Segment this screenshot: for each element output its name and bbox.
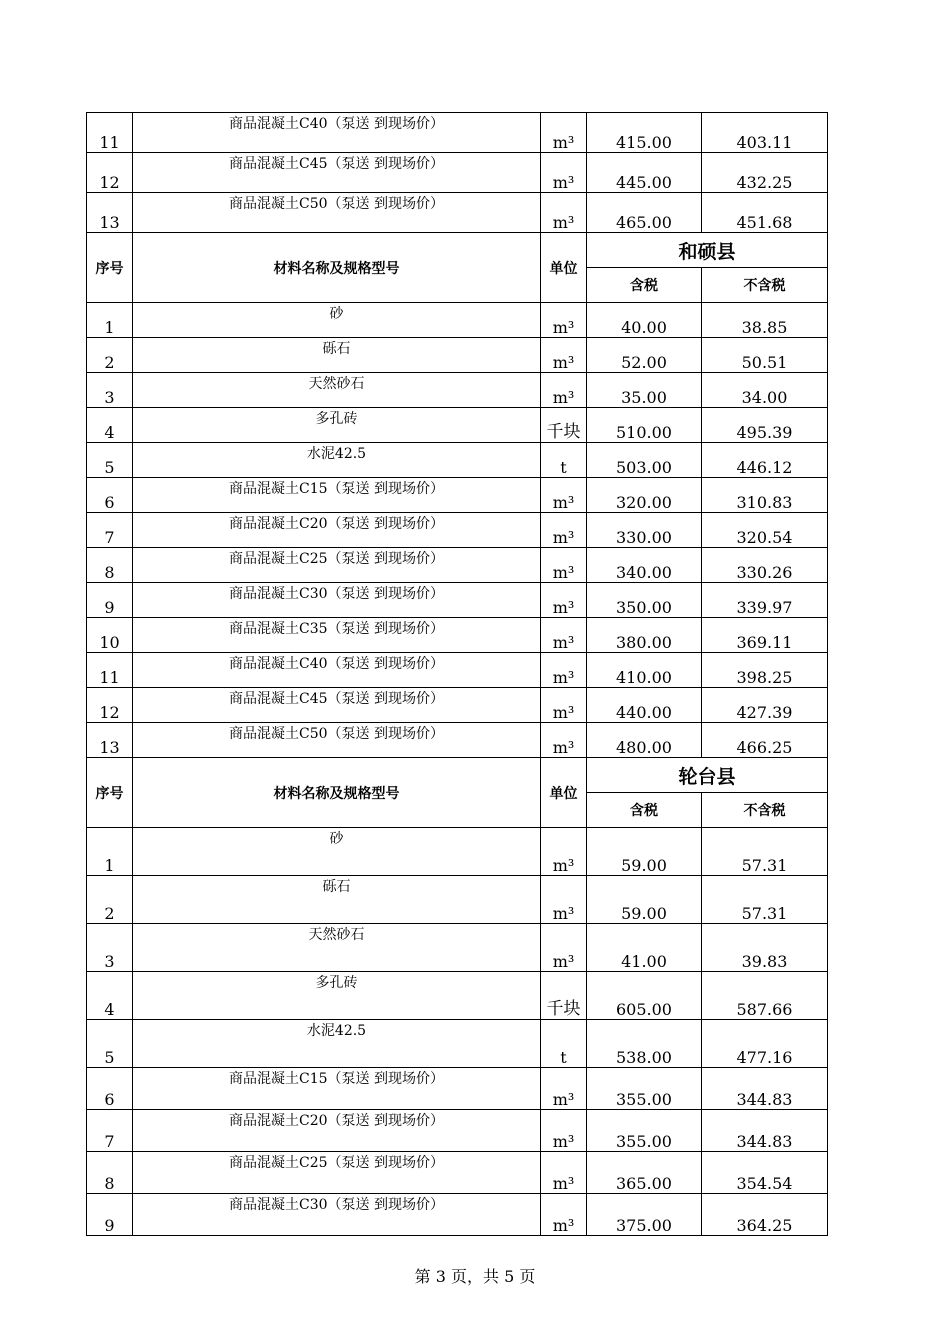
material-name: 砂 [133, 303, 541, 338]
price-tax-excluded: 39.83 [702, 924, 828, 972]
price-tax-included: 445.00 [587, 153, 702, 193]
row-index: 11 [87, 113, 133, 153]
price-tax-excluded: 495.39 [702, 408, 828, 443]
row-index: 3 [87, 924, 133, 972]
material-name: 多孔砖 [133, 972, 541, 1020]
unit-cell: m³ [541, 723, 587, 758]
price-tax-excluded: 34.00 [702, 373, 828, 408]
unit-cell: m³ [541, 1068, 587, 1110]
row-index: 4 [87, 408, 133, 443]
row-index: 8 [87, 548, 133, 583]
material-name: 砂 [133, 828, 541, 876]
table-row [87, 373, 828, 408]
price-tax-excluded: 38.85 [702, 303, 828, 338]
header-tax-excluded: 不含税 [702, 268, 828, 303]
row-index: 5 [87, 1020, 133, 1068]
table-row [87, 1194, 828, 1236]
table-row [87, 1068, 828, 1110]
price-tax-excluded: 432.25 [702, 153, 828, 193]
price-tax-excluded: 344.83 [702, 1068, 828, 1110]
table-row [87, 443, 828, 478]
row-index: 10 [87, 618, 133, 653]
price-tax-included: 52.00 [587, 338, 702, 373]
unit-cell: m³ [541, 1152, 587, 1194]
material-name: 砾石 [133, 338, 541, 373]
price-tax-excluded: 451.68 [702, 193, 828, 233]
price-tax-included: 41.00 [587, 924, 702, 972]
material-name: 商品混凝土C15（泵送 到现场价） [133, 1068, 541, 1110]
row-index: 7 [87, 1110, 133, 1152]
price-tax-included: 375.00 [587, 1194, 702, 1236]
table-row [87, 548, 828, 583]
unit-cell: m³ [541, 153, 587, 193]
material-name: 商品混凝土C20（泵送 到现场价） [133, 1110, 541, 1152]
price-tax-included: 503.00 [587, 443, 702, 478]
row-index: 1 [87, 303, 133, 338]
row-index: 12 [87, 688, 133, 723]
price-tax-included: 40.00 [587, 303, 702, 338]
price-tax-included: 465.00 [587, 193, 702, 233]
row-index: 8 [87, 1152, 133, 1194]
row-index: 6 [87, 478, 133, 513]
unit-cell: m³ [541, 113, 587, 153]
material-name: 天然砂石 [133, 924, 541, 972]
table-row [87, 193, 828, 233]
unit-cell: t [541, 443, 587, 478]
price-tax-excluded: 339.97 [702, 583, 828, 618]
unit-cell: m³ [541, 828, 587, 876]
price-tax-included: 510.00 [587, 408, 702, 443]
table-row [87, 478, 828, 513]
material-name: 商品混凝土C40（泵送 到现场价） [133, 113, 541, 153]
table-row [87, 1020, 828, 1068]
material-name: 商品混凝土C50（泵送 到现场价） [133, 723, 541, 758]
price-tax-excluded: 398.25 [702, 653, 828, 688]
price-tax-excluded: 344.83 [702, 1110, 828, 1152]
table-row [87, 653, 828, 688]
unit-cell: m³ [541, 373, 587, 408]
price-tax-excluded: 320.54 [702, 513, 828, 548]
row-index: 9 [87, 583, 133, 618]
price-tax-excluded: 330.26 [702, 548, 828, 583]
price-tax-excluded: 50.51 [702, 338, 828, 373]
material-name: 天然砂石 [133, 373, 541, 408]
header-tax-included: 含税 [587, 268, 702, 303]
table-row [87, 924, 828, 972]
price-tax-included: 35.00 [587, 373, 702, 408]
table-row [87, 618, 828, 653]
price-tax-excluded: 310.83 [702, 478, 828, 513]
table-row [87, 513, 828, 548]
price-tax-included: 340.00 [587, 548, 702, 583]
table-row [87, 303, 828, 338]
row-index: 11 [87, 653, 133, 688]
unit-cell: m³ [541, 653, 587, 688]
unit-cell: m³ [541, 1110, 587, 1152]
header-tax-excluded: 不含税 [702, 793, 828, 828]
price-tax-excluded: 446.12 [702, 443, 828, 478]
unit-cell: m³ [541, 688, 587, 723]
table-row [87, 972, 828, 1020]
unit-cell: m³ [541, 478, 587, 513]
price-tax-excluded: 369.11 [702, 618, 828, 653]
county-title: 和硕县 [587, 233, 828, 268]
price-tax-included: 59.00 [587, 876, 702, 924]
unit-cell: m³ [541, 618, 587, 653]
table-row [87, 408, 828, 443]
material-name: 水泥42.5 [133, 1020, 541, 1068]
header-tax-included: 含税 [587, 793, 702, 828]
header-material-name: 材料名称及规格型号 [133, 758, 541, 828]
price-tax-included: 538.00 [587, 1020, 702, 1068]
price-tax-included: 59.00 [587, 828, 702, 876]
material-name: 商品混凝土C45（泵送 到现场价） [133, 688, 541, 723]
unit-cell: m³ [541, 924, 587, 972]
price-tax-included: 350.00 [587, 583, 702, 618]
table-row [87, 338, 828, 373]
row-index: 7 [87, 513, 133, 548]
price-tax-excluded: 587.66 [702, 972, 828, 1020]
header-index: 序号 [87, 758, 133, 828]
table-header-row [87, 758, 828, 793]
table-row [87, 1110, 828, 1152]
price-tax-excluded: 364.25 [702, 1194, 828, 1236]
price-tax-excluded: 403.11 [702, 113, 828, 153]
row-index: 6 [87, 1068, 133, 1110]
price-tax-included: 380.00 [587, 618, 702, 653]
row-index: 2 [87, 338, 133, 373]
price-tax-included: 320.00 [587, 478, 702, 513]
material-name: 多孔砖 [133, 408, 541, 443]
unit-cell: m³ [541, 876, 587, 924]
row-index: 5 [87, 443, 133, 478]
material-name: 商品混凝土C45（泵送 到现场价） [133, 153, 541, 193]
header-material-name: 材料名称及规格型号 [133, 233, 541, 303]
table-row [87, 113, 828, 153]
price-tax-included: 480.00 [587, 723, 702, 758]
price-tax-included: 410.00 [587, 653, 702, 688]
price-tax-excluded: 57.31 [702, 876, 828, 924]
material-name: 商品混凝土C35（泵送 到现场价） [133, 618, 541, 653]
row-index: 9 [87, 1194, 133, 1236]
price-tax-excluded: 427.39 [702, 688, 828, 723]
price-tax-included: 355.00 [587, 1110, 702, 1152]
material-name: 商品混凝土C25（泵送 到现场价） [133, 548, 541, 583]
material-name: 商品混凝土C20（泵送 到现场价） [133, 513, 541, 548]
row-index: 4 [87, 972, 133, 1020]
unit-cell: m³ [541, 193, 587, 233]
unit-cell: 千块 [541, 972, 587, 1020]
table-row [87, 828, 828, 876]
row-index: 13 [87, 723, 133, 758]
county-title: 轮台县 [587, 758, 828, 793]
price-tax-included: 330.00 [587, 513, 702, 548]
material-name: 商品混凝土C25（泵送 到现场价） [133, 1152, 541, 1194]
table-header-row [87, 233, 828, 268]
material-name: 商品混凝土C30（泵送 到现场价） [133, 583, 541, 618]
unit-cell: m³ [541, 338, 587, 373]
row-index: 12 [87, 153, 133, 193]
price-tax-excluded: 477.16 [702, 1020, 828, 1068]
material-name: 商品混凝土C15（泵送 到现场价） [133, 478, 541, 513]
page-footer: 第 3 页，共 5 页 [414, 1267, 536, 1286]
material-name: 水泥42.5 [133, 443, 541, 478]
header-unit: 单位 [541, 233, 587, 303]
price-table [86, 112, 828, 1236]
unit-cell: m³ [541, 303, 587, 338]
row-index: 3 [87, 373, 133, 408]
price-tax-included: 355.00 [587, 1068, 702, 1110]
price-tax-excluded: 354.54 [702, 1152, 828, 1194]
material-name: 商品混凝土C50（泵送 到现场价） [133, 193, 541, 233]
row-index: 2 [87, 876, 133, 924]
unit-cell: m³ [541, 513, 587, 548]
row-index: 13 [87, 193, 133, 233]
unit-cell: 千块 [541, 408, 587, 443]
table-row [87, 688, 828, 723]
material-name: 砾石 [133, 876, 541, 924]
price-tax-included: 605.00 [587, 972, 702, 1020]
table-row [87, 1152, 828, 1194]
price-tax-included: 415.00 [587, 113, 702, 153]
material-name: 商品混凝土C40（泵送 到现场价） [133, 653, 541, 688]
material-name: 商品混凝土C30（泵送 到现场价） [133, 1194, 541, 1236]
price-tax-excluded: 466.25 [702, 723, 828, 758]
unit-cell: t [541, 1020, 587, 1068]
unit-cell: m³ [541, 583, 587, 618]
price-tax-included: 365.00 [587, 1152, 702, 1194]
unit-cell: m³ [541, 1194, 587, 1236]
price-tax-included: 440.00 [587, 688, 702, 723]
table-row [87, 153, 828, 193]
header-index: 序号 [87, 233, 133, 303]
price-tax-excluded: 57.31 [702, 828, 828, 876]
table-row [87, 583, 828, 618]
unit-cell: m³ [541, 548, 587, 583]
header-unit: 单位 [541, 758, 587, 828]
row-index: 1 [87, 828, 133, 876]
table-row [87, 723, 828, 758]
table-row [87, 876, 828, 924]
